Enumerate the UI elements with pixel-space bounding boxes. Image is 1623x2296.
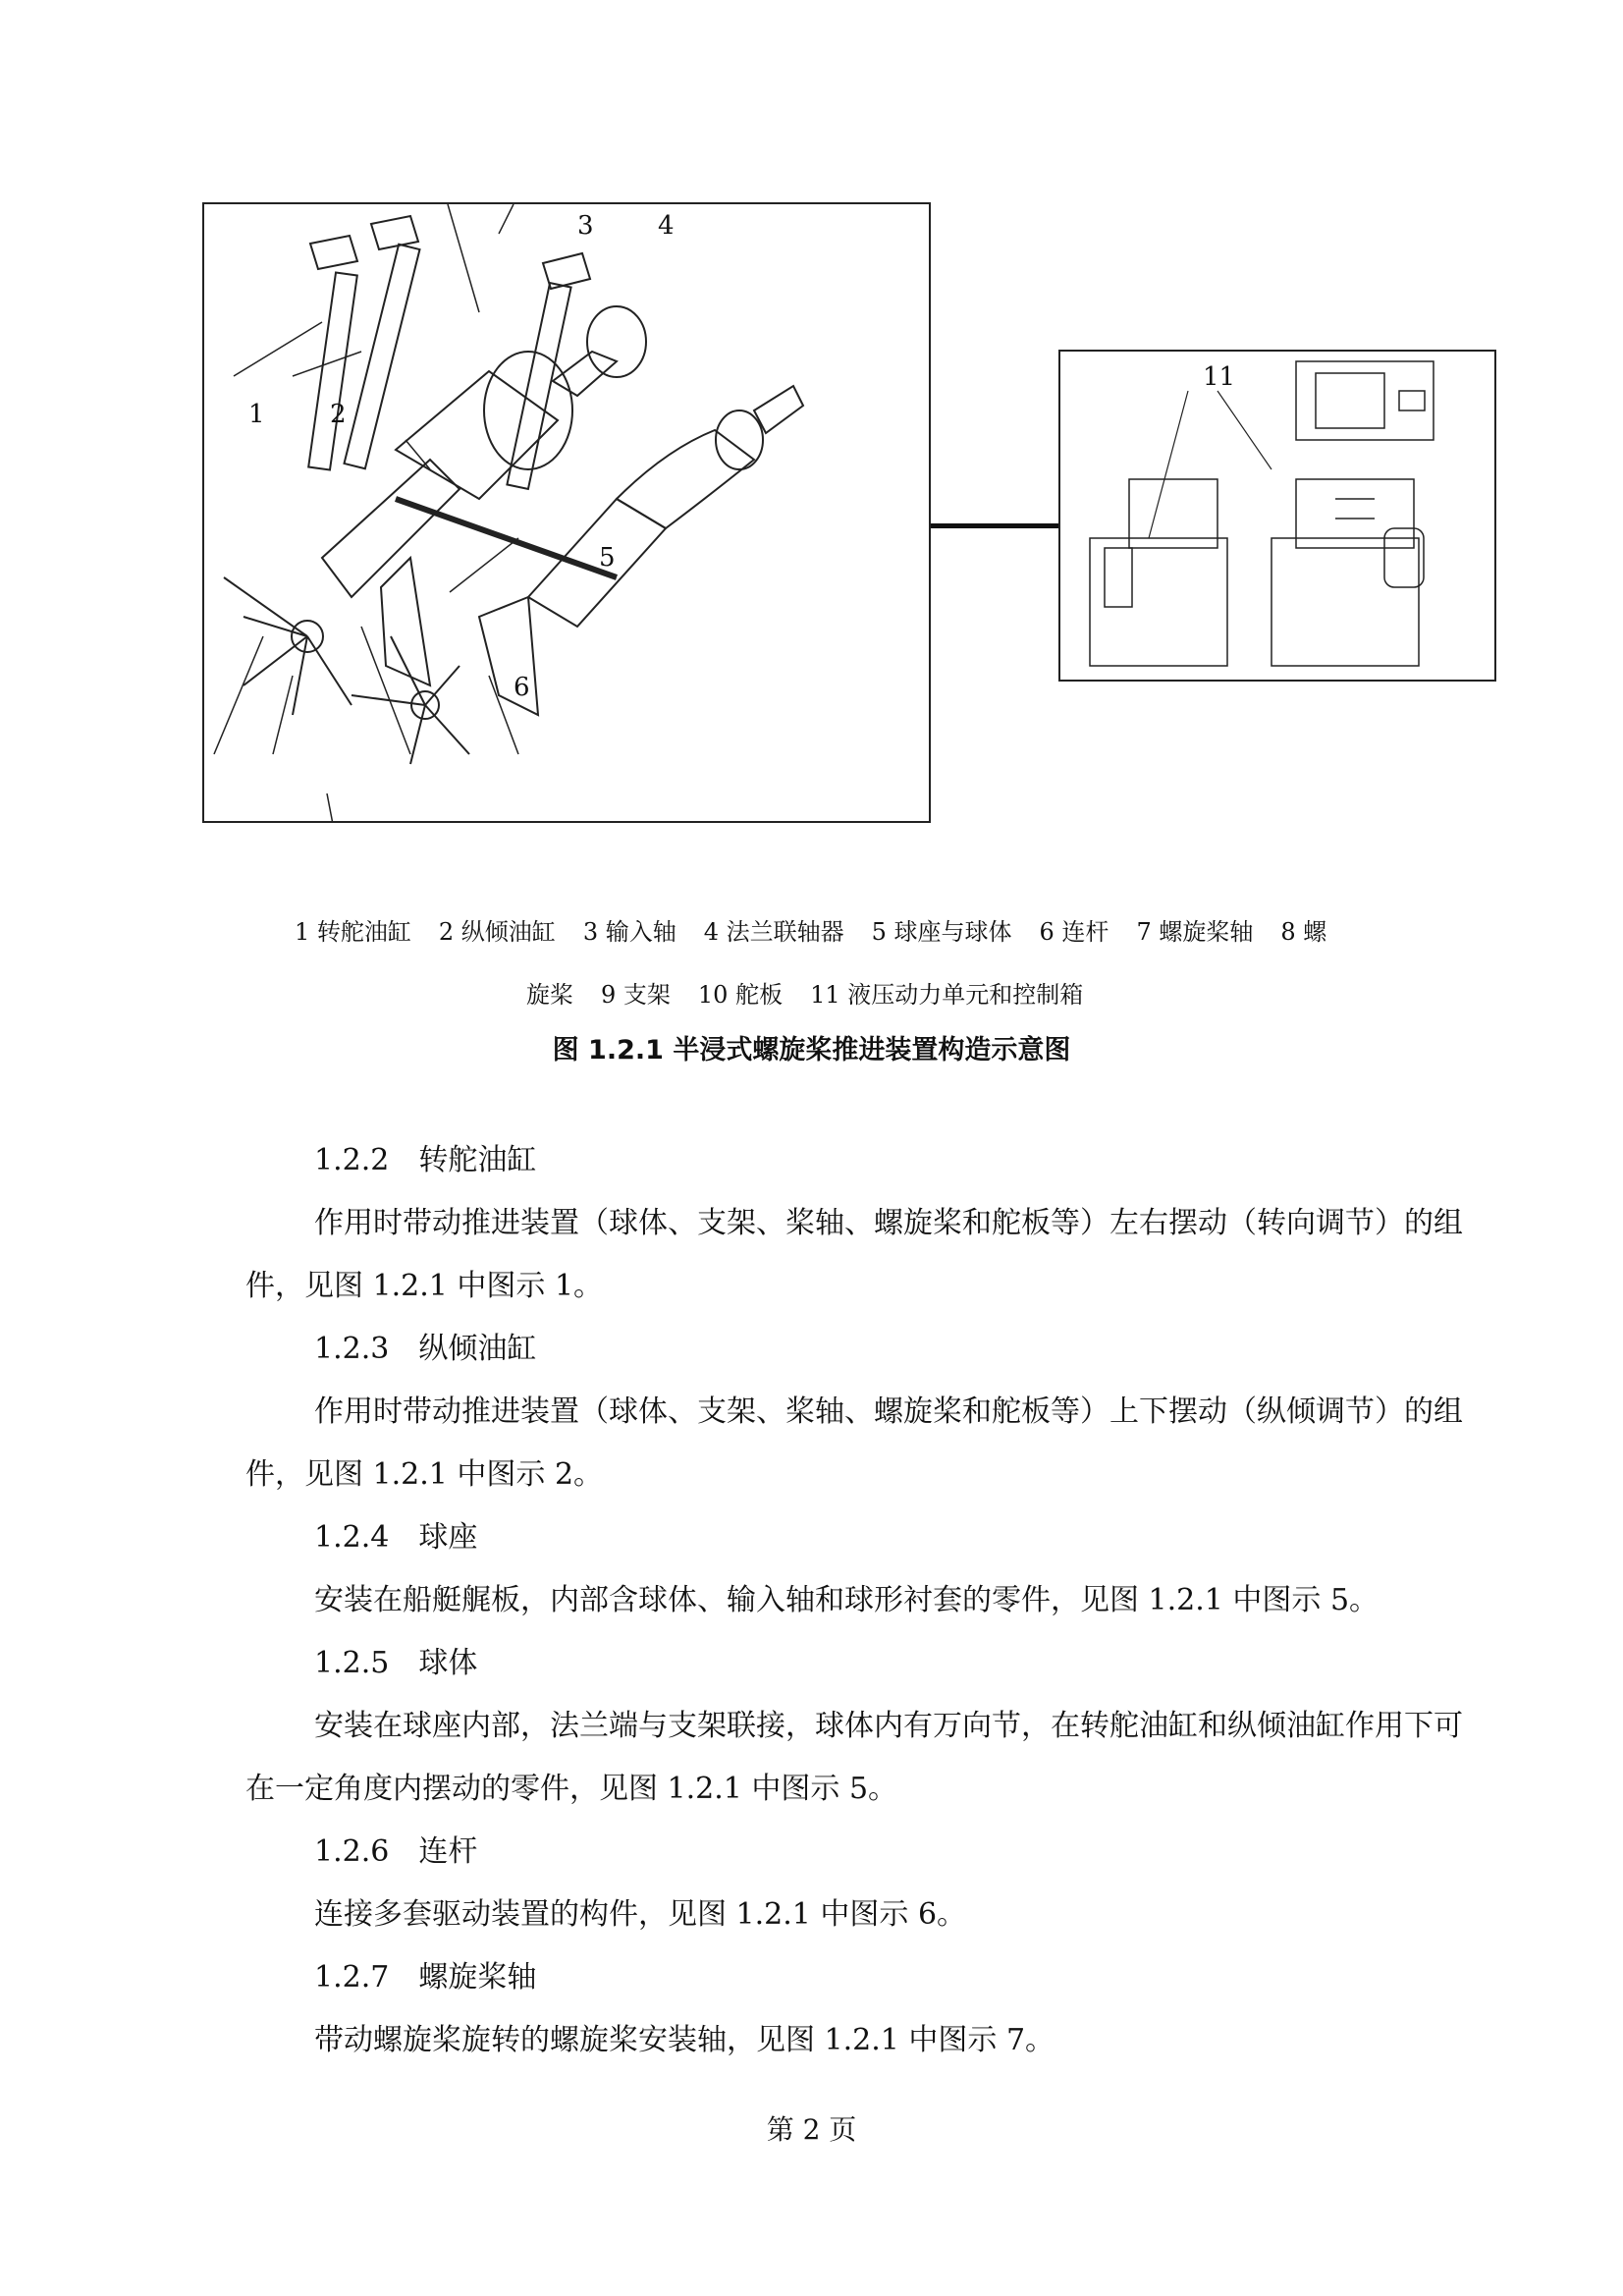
page-number: 第 2 页 (766, 2113, 857, 2146)
section-paragraph: 安装在球座内部，法兰端与支架联接，球体内有万向节，在转舵油缸和纵倾油缸作用下可在一定角度内摆动的零件，见图 1.2.1 中图示 5。 (245, 1709, 1463, 1806)
legend-item: 2 纵倾油缸 (438, 918, 556, 946)
legend-item: 5 球座与球体 (871, 918, 1012, 946)
callout-5: 5 (599, 543, 616, 573)
section-paragraph: 带动螺旋桨旋转的螺旋桨安装轴，见图 1.2.1 中图示 7。 (314, 2023, 1055, 2057)
hydraulic-unit-illustration (1060, 352, 1494, 680)
section-heading: 1.2.2 转舵油缸 (314, 1143, 537, 1177)
section-heading: 1.2.3 纵倾油缸 (314, 1332, 537, 1366)
legend-item: 7 螺旋桨轴 (1136, 918, 1254, 946)
callout-2: 2 (330, 400, 347, 429)
section-heading: 1.2.4 球座 (314, 1520, 478, 1555)
hydraulic-unit-drawing (1058, 350, 1496, 682)
legend-item: 4 法兰联轴器 (703, 918, 844, 946)
legend-item: 9 支架 (601, 981, 671, 1009)
legend-item: 3 输入轴 (582, 918, 676, 946)
section-heading: 1.2.6 连杆 (314, 1834, 478, 1869)
figure-caption: 图 1.2.1 半浸式螺旋桨推进装置构造示意图 (552, 1035, 1071, 1066)
legend-item: 10 舵板 (697, 981, 784, 1009)
section-paragraph: 作用时带动推进装置（球体、支架、桨轴、螺旋桨和舵板等）左右摆动（转向调节）的组件，见图 1.2.1 中图示 1。 (245, 1206, 1463, 1303)
section-heading: 1.2.5 球体 (314, 1646, 478, 1680)
section-heading: 1.2.7 螺旋桨轴 (314, 1960, 537, 1995)
callout-11: 11 (1203, 362, 1236, 392)
propulsion-drawing (202, 202, 931, 823)
callout-6: 6 (514, 673, 530, 702)
callout-1: 1 (248, 400, 265, 429)
callout-3: 3 (577, 211, 594, 241)
figure-legend-line-2 (526, 980, 1606, 1010)
section-paragraph: 作用时带动推进装置（球体、支架、桨轴、螺旋桨和舵板等）上下摆动（纵倾调节）的组件，见图 1.2.1 中图示 2。 (245, 1394, 1463, 1492)
legend-item: 11 液压动力单元和控制箱 (810, 981, 1084, 1009)
legend-item: 8 螺 (1280, 918, 1327, 946)
legend-item: 6 连杆 (1039, 918, 1109, 946)
figure-connector-line (931, 523, 1058, 528)
document-body (245, 1129, 1463, 2072)
section-paragraph: 连接多套驱动装置的构件，见图 1.2.1 中图示 6。 (314, 1897, 967, 1932)
section-paragraph: 安装在船艇艉板，内部含球体、输入轴和球形衬套的零件，见图 1.2.1 中图示 5。 (314, 1583, 1380, 1617)
legend-item: 1 转舵油缸 (295, 918, 411, 946)
figure-legend-line-1 (295, 917, 1375, 947)
legend-item: 旋桨 (526, 981, 573, 1009)
callout-4: 4 (658, 211, 675, 241)
propulsion-assembly-illustration (204, 204, 929, 821)
